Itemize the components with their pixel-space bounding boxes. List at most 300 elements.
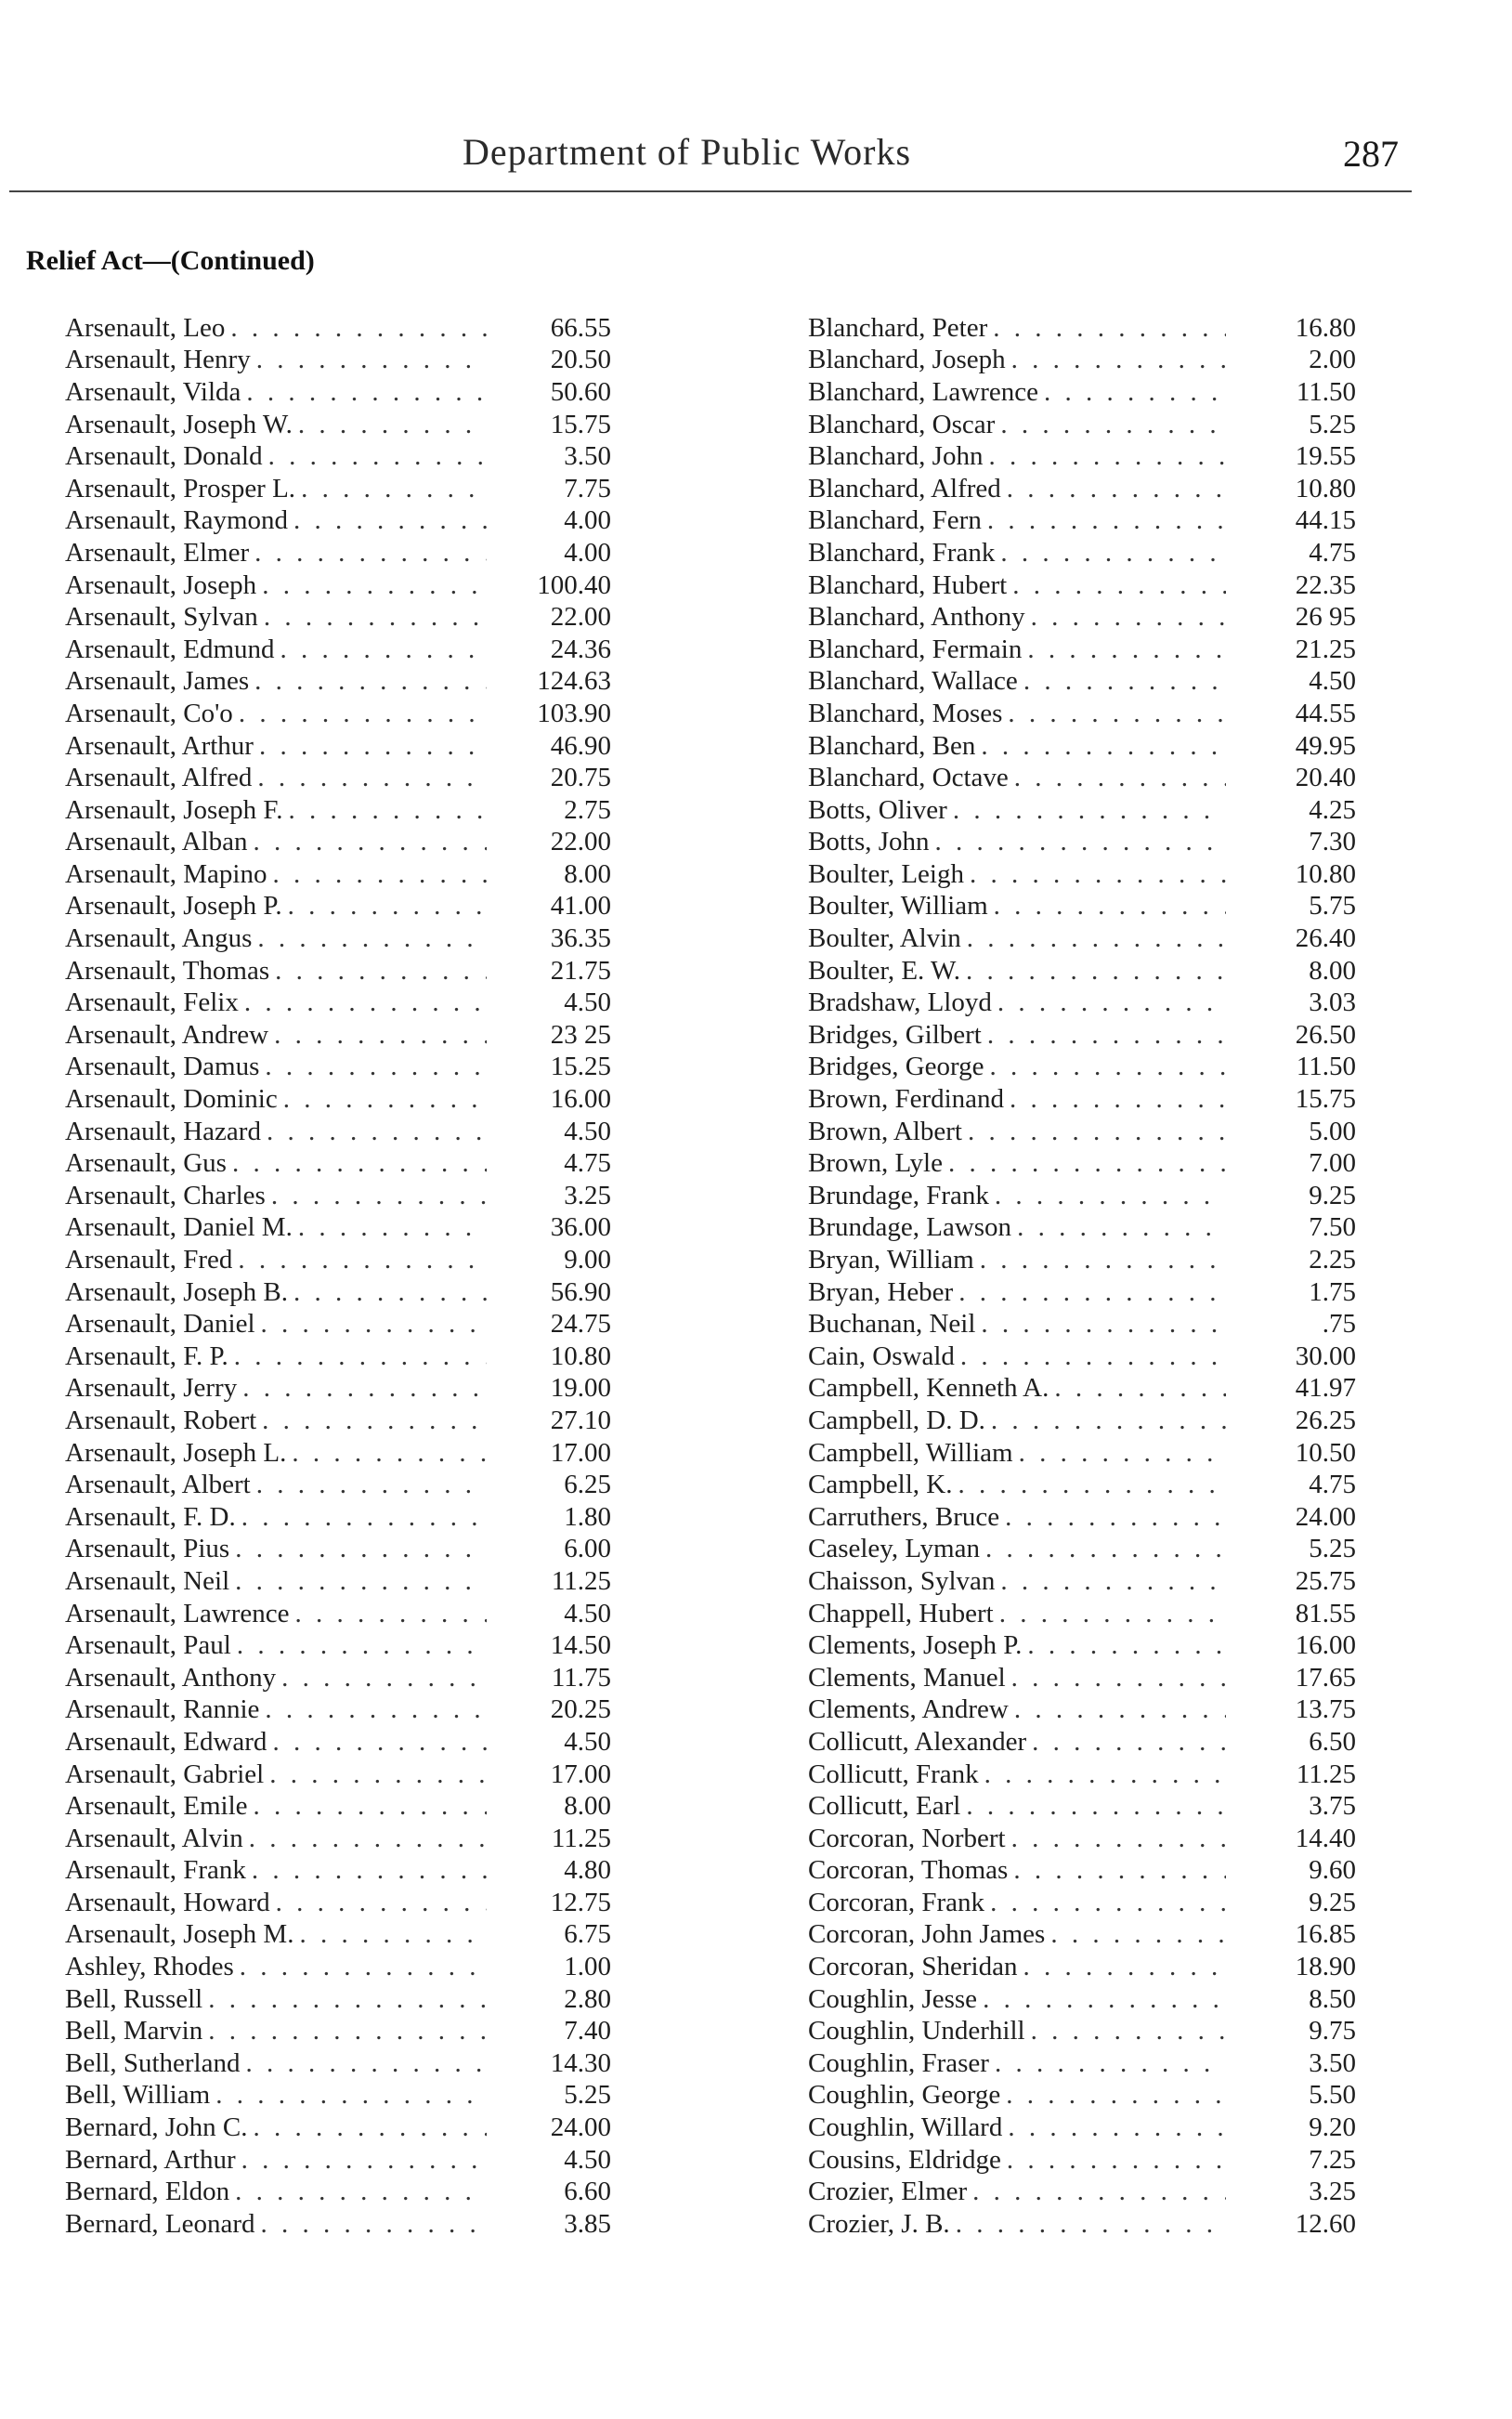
dot-leader [272,1727,487,1758]
list-item [808,1759,1375,1791]
list-item [808,1629,1375,1662]
entry-name-cell [808,2145,1232,2176]
dot-leader [1012,570,1226,601]
list-item [808,858,1375,891]
entry-amount: 15.25 [550,1052,611,1082]
entry-name: Brown, Ferdinand [808,1084,1005,1115]
entry-name-cell [808,795,1232,826]
list-item [808,1116,1375,1148]
dot-leader [261,2209,487,2240]
dot-leader [261,1309,487,1340]
entry-amount: 3.50 [1309,2047,1356,2078]
header-rule [9,190,1412,192]
dot-leader [1013,1855,1226,1886]
dot-leader [994,891,1226,922]
dot-leader [267,1117,487,1147]
list-item [65,1629,641,1662]
entry-amount: 124.63 [537,666,611,697]
entry-name-cell [808,1309,1232,1340]
dot-leader [275,956,487,987]
list-item [65,2208,641,2241]
list-item [808,1340,1375,1373]
entry-amount: 16.00 [550,1084,611,1115]
list-item [65,569,641,602]
dot-leader [1023,1952,1227,1982]
entry-amount: 24.36 [550,634,611,664]
entry-amount: 18.90 [1295,1952,1356,1982]
entry-name-cell [808,377,1232,408]
dot-leader [293,505,487,536]
entry-name-cell [808,410,1232,440]
dot-leader [271,1181,487,1211]
entry-name-cell [65,1919,492,1950]
dot-leader [984,1759,1226,1790]
entry-name: Arsenault, F. D. [65,1501,236,1532]
entry-amount: 9.25 [1309,1887,1356,1917]
entry-amount: 26.25 [1295,1405,1356,1435]
entry-name-cell [65,1406,492,1436]
entry-name: Arsenault, Pius [65,1534,230,1564]
entry-name-cell [65,1117,492,1147]
dot-leader [972,2177,1226,2207]
entry-name: Brown, Lyle [808,1148,943,1179]
entry-name: Arsenault, Howard [65,1887,270,1917]
entry-name-cell [808,987,1232,1018]
entry-amount: 44.55 [1295,698,1356,728]
entry-name: Arsenault, Joseph W. [65,409,293,439]
entry-amount: 4.75 [564,1148,611,1179]
dot-leader [1032,1727,1226,1758]
list-item [808,505,1375,538]
dot-leader [966,1791,1226,1822]
entry-amount: .75 [1322,1309,1356,1340]
entry-name: Carruthers, Bruce [808,1501,1000,1532]
dot-leader [1011,345,1226,375]
entry-amount: 25.75 [1295,1565,1356,1596]
entry-amount: 5.25 [1309,1534,1356,1564]
entry-name: Brundage, Frank [808,1180,989,1210]
list-item [808,1823,1375,1855]
dot-leader [953,795,1226,826]
entry-amount: 26.40 [1295,923,1356,954]
dot-leader [1011,1663,1226,1693]
list-item [65,730,641,763]
entry-name: Arsenault, Charles [65,1180,266,1210]
entry-name: Arsenault, Elmer [65,537,250,568]
dot-leader [256,345,487,375]
entry-amount: 41.97 [1295,1373,1356,1404]
entry-name-cell [65,1727,492,1758]
entry-amount: 8.50 [1309,1983,1356,2014]
dot-leader [254,827,487,857]
entry-name: Arsenault, Neil [65,1565,230,1596]
list-item [65,1469,641,1501]
entry-name: Corcoran, Frank [808,1887,985,1917]
entry-name-cell [65,2145,492,2176]
dot-leader [259,731,487,762]
list-item [65,537,641,569]
entry-name: Arsenault, Anthony [65,1662,277,1693]
dot-leader [252,1855,487,1886]
entry-name-cell [65,1566,492,1597]
dot-leader [280,634,487,665]
entry-name: Boulter, E. W. [808,955,960,986]
dot-leader [254,1791,487,1822]
entry-name: Bridges, Gilbert [808,1019,982,1050]
list-item [65,762,641,794]
entry-name: Arsenault, Sylvan [65,602,258,633]
entry-name-cell [65,1759,492,1790]
list-item [65,2176,641,2208]
dot-leader [935,827,1226,857]
entry-amount: 10.80 [1295,473,1356,503]
list-item [65,698,641,730]
entry-name: Arsenault, Felix [65,987,239,1018]
entry-name: Blanchard, Lawrence [808,376,1038,407]
entry-name: Boulter, Leigh [808,858,964,889]
entry-name-cell [808,1824,1232,1854]
dot-leader [257,923,487,954]
entry-amount: 17.65 [1295,1662,1356,1693]
dot-leader [215,2080,487,2111]
entry-amount: 1.80 [564,1501,611,1532]
list-item [808,1951,1375,1983]
entry-name-cell [65,1084,492,1115]
list-item [65,1694,641,1727]
dot-leader [1010,1084,1226,1115]
entry-name-cell [808,1919,1232,1950]
dot-leader [990,1888,1226,1918]
list-item [808,634,1375,666]
list-item [65,1340,641,1373]
entry-name: Blanchard, Alfred [808,473,1001,503]
list-item [65,794,641,827]
dot-leader [995,1181,1226,1211]
list-item [808,794,1375,827]
entry-name-cell [808,2016,1232,2046]
entry-name: Bradshaw, Lloyd [808,987,992,1018]
entry-name-cell [808,1277,1232,1308]
entry-name-cell [65,666,492,697]
entry-name-cell [65,1181,492,1211]
list-item [65,505,641,538]
entry-name-cell [808,1599,1232,1629]
dot-leader [1017,1212,1226,1243]
dot-leader [1027,634,1226,665]
entry-name: Arsenault, Albert [65,1470,251,1500]
entry-name-cell [808,1084,1232,1115]
list-item [65,1855,641,1888]
dot-leader [1031,602,1226,633]
entry-name: Arsenault, Jerry [65,1373,238,1404]
entry-amount: 66.55 [550,312,611,343]
dot-leader [257,763,487,793]
dot-leader [246,377,487,408]
entry-amount: 4.50 [564,1726,611,1757]
entry-name-cell [65,313,492,344]
list-item [65,2047,641,2080]
entry-name-cell [65,1888,492,1918]
entry-amount: 2.25 [1309,1245,1356,1275]
entry-name: Arsenault, Joseph F. [65,794,283,825]
dot-leader [999,1599,1226,1629]
entry-amount: 30.00 [1295,1340,1356,1371]
entry-name-cell [808,1181,1232,1211]
dot-leader [256,1470,487,1500]
entry-name-cell [808,441,1232,472]
list-item [808,2015,1375,2047]
entry-name-cell [65,570,492,601]
list-item [65,1919,641,1952]
entry-name: Blanchard, Octave [808,763,1009,793]
list-item [65,987,641,1019]
list-item [65,858,641,891]
entry-name: Botts, John [808,827,930,857]
entry-name-cell [808,1020,1232,1051]
entry-name: Blanchard, Fern [808,505,982,536]
entry-name: Coughlin, George [808,2080,1001,2111]
list-item [65,1662,641,1694]
list-item [65,1212,641,1245]
dot-leader [1000,1566,1226,1597]
entry-amount: 16.00 [1295,1630,1356,1661]
entry-name-cell [808,474,1232,504]
entry-name-cell [808,956,1232,987]
entry-name: Blanchard, Moses [808,698,1003,728]
list-item [65,666,641,699]
dot-leader [985,1534,1226,1564]
list-item [808,312,1375,345]
entry-name-cell [808,1148,1232,1179]
entry-amount: 4.50 [564,1598,611,1628]
dot-leader [237,1630,487,1661]
entry-name: Arsenault, Co'o [65,698,233,728]
list-item [808,473,1375,505]
dot-leader [240,1952,487,1982]
list-item [808,601,1375,634]
list-item [65,345,641,377]
dot-leader [289,795,488,826]
dot-leader [272,859,487,890]
dot-leader [1044,377,1226,408]
dot-leader [1050,1919,1226,1950]
entry-amount: 20.25 [550,1694,611,1725]
dot-leader [970,859,1226,890]
dot-leader [991,1406,1226,1436]
entry-name: Arsenault, Daniel M. [65,1212,293,1243]
entry-amount: 4.00 [564,505,611,536]
entry-name: Bernard, Arthur [65,2144,236,2175]
entry-name: Collicutt, Alexander [808,1726,1027,1757]
entry-amount: 49.95 [1295,730,1356,761]
list-item [65,1951,641,1983]
entry-amount: 10.50 [1295,1437,1356,1468]
entry-amount: 17.00 [550,1759,611,1789]
entry-name: Campbell, K. [808,1470,953,1500]
dot-leader [288,891,487,922]
entry-name: Bell, William [65,2080,211,2111]
list-item [808,2176,1375,2208]
entry-name-cell [808,1470,1232,1500]
entry-name: Arsenault, Angus [65,923,253,954]
entry-amount: 12.60 [1295,2208,1356,2239]
list-item [808,1565,1375,1598]
entry-amount: 23 25 [550,1019,611,1050]
dot-leader [1014,1694,1226,1725]
entry-name: Arsenault, Henry [65,345,251,375]
entry-name-cell [808,1791,1232,1822]
list-item [808,1147,1375,1180]
list-item [808,1469,1375,1501]
entry-name-cell [65,1341,492,1372]
entry-amount: 14.30 [550,2047,611,2078]
entry-amount: 7.30 [1309,827,1356,857]
entry-name-cell [808,345,1232,375]
entry-name: Corcoran, Norbert [808,1823,1006,1853]
entry-amount: 21.75 [550,955,611,986]
entry-amount: 5.25 [1309,409,1356,439]
dot-leader [276,1888,487,1918]
list-item [808,1180,1375,1212]
entry-name: Blanchard, Anthony [808,602,1025,633]
dot-leader [298,1212,487,1243]
list-item [808,1437,1375,1470]
entry-name-cell [65,731,492,762]
list-item [65,1887,641,1919]
list-item [808,666,1375,699]
entry-name-cell [65,1373,492,1404]
entry-name: Bell, Marvin [65,2016,203,2046]
entry-name-cell [808,1534,1232,1564]
entry-amount: 11.50 [1296,376,1356,407]
dot-leader [981,731,1226,762]
dot-leader [245,2048,487,2079]
entry-name-cell [808,1406,1232,1436]
entry-amount: 15.75 [1295,1084,1356,1115]
entry-amount: 2.80 [564,1983,611,2014]
entry-name-cell [65,634,492,665]
entry-name-cell [65,602,492,633]
entry-name: Blanchard, Joseph [808,345,1006,375]
entry-name-cell [65,956,492,987]
entry-amount: 4.50 [564,987,611,1018]
entry-name-cell [65,1952,492,1982]
list-item [808,1919,1375,1952]
entry-name-cell [65,827,492,857]
entry-name-cell [808,1341,1232,1372]
dot-leader [208,1984,487,2015]
entry-amount: 1.00 [564,1952,611,1982]
entry-amount: 12.75 [550,1887,611,1917]
entry-name-cell [808,666,1232,697]
entry-amount: 7.40 [564,2016,611,2046]
entry-amount: 3.03 [1309,987,1356,1018]
entry-name-cell [808,1052,1232,1082]
entry-amount: 11.25 [551,1823,611,1853]
dot-leader [264,602,487,633]
dot-leader [274,1020,487,1051]
list-item [65,1565,641,1598]
entry-name-cell [65,1663,492,1693]
list-item [808,2208,1375,2241]
entry-name: Arsenault, James [65,666,250,697]
entry-name: Chappell, Hubert [808,1598,994,1628]
entry-name: Blanchard, Wallace [808,666,1018,697]
entry-amount: 41.00 [550,891,611,922]
dot-leader [967,923,1226,954]
list-item [808,2112,1375,2144]
entry-amount: 3.85 [564,2208,611,2239]
entry-name: Bryan, William [808,1245,974,1275]
list-item [808,1083,1375,1116]
entry-name: Blanchard, Fermain [808,634,1023,664]
entry-name: Arsenault, Daniel [65,1309,255,1340]
entry-name-cell [808,2209,1232,2240]
list-item [808,987,1375,1019]
entry-name: Bernard, Eldon [65,2177,230,2207]
entry-name-cell [65,923,492,954]
dot-leader [292,1438,487,1469]
list-item [65,376,641,409]
dot-leader [1000,538,1226,569]
entry-amount: 4.50 [1309,666,1356,697]
list-item [65,1759,641,1791]
entry-name: Caseley, Lyman [808,1534,980,1564]
entry-name-cell [808,1373,1232,1404]
entry-amount: 9.20 [1309,2112,1356,2143]
dot-leader [293,1277,487,1308]
entry-amount: 15.75 [550,409,611,439]
entry-name-cell [808,1663,1232,1693]
entry-name-cell [65,505,492,536]
list-item [808,2047,1375,2080]
entry-name: Corcoran, Thomas [808,1855,1009,1886]
entry-name-cell [65,1438,492,1469]
dot-leader [254,666,487,697]
entry-name-cell [808,1117,1232,1147]
dot-leader [265,1694,487,1725]
entry-amount: 1.75 [1309,1276,1356,1307]
entry-name-cell [65,1855,492,1886]
entry-amount: 20.50 [550,345,611,375]
dot-leader [1023,666,1226,697]
entry-amount: 36.35 [550,923,611,954]
list-item [65,1598,641,1630]
entry-name: Arsenault, Damus [65,1052,260,1082]
entry-name: Clements, Manuel [808,1662,1006,1693]
entry-name-cell [808,1630,1232,1661]
entry-name: Arsenault, Vilda [65,376,241,407]
dot-leader [254,538,487,569]
entry-name: Cain, Oswald [808,1340,955,1371]
list-item [808,891,1375,923]
entry-amount: 24.00 [550,2112,611,2143]
entry-name: Arsenault, Dominic [65,1084,278,1115]
list-item [65,2144,641,2177]
entry-name-cell [808,2112,1232,2143]
entry-amount: 5.75 [1309,891,1356,922]
entry-name-cell [65,1245,492,1275]
list-item [65,473,641,505]
entry-amount: 7.25 [1309,2144,1356,2175]
list-item [808,1405,1375,1437]
list-item [808,1598,1375,1630]
dot-leader [295,1599,487,1629]
dot-leader [235,2177,487,2207]
list-item [65,601,641,634]
dot-leader [268,441,487,472]
entry-name-cell [808,1888,1232,1918]
